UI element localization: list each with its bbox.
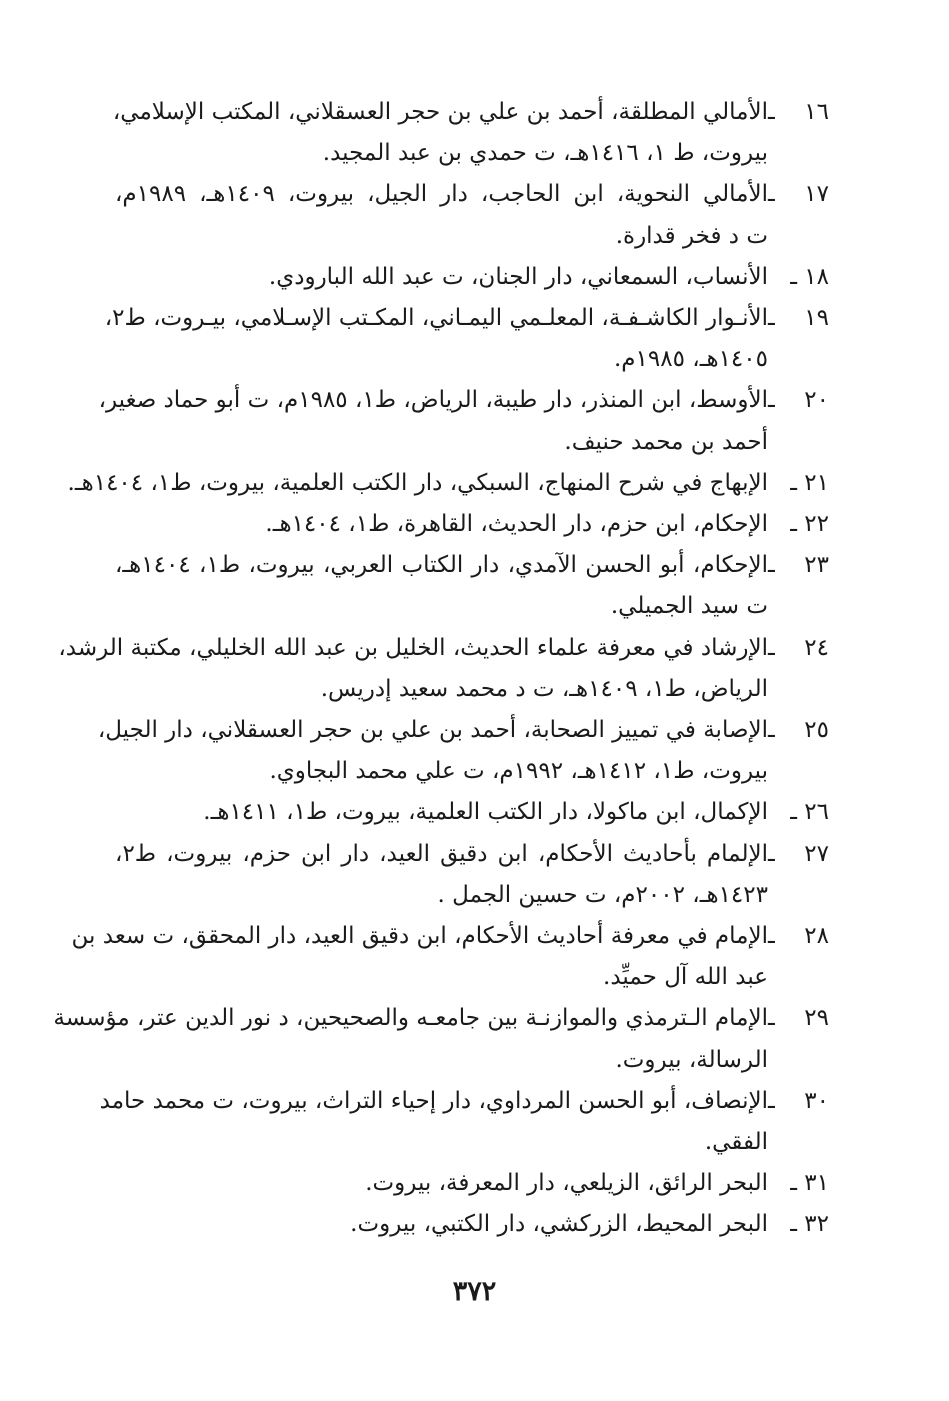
- entry-number: ١٦ ـ: [768, 99, 829, 125]
- entry-number: ٢٢ ـ: [790, 511, 829, 538]
- entry-number: ٢٨ ـ: [768, 923, 829, 950]
- entry-text-line-1: الأمالي النحوية، ابن الحاجب، دار الجيل، بيروت، ١٤٠٩هـ، ١٩٨٩م،: [115, 181, 769, 208]
- entry-text-line-2: ت د فخر قدارة.: [615, 222, 768, 249]
- entry-text-line-1: البحر الرائق، الزيلعي، دار المعرفة، بيروت.: [365, 1170, 768, 1197]
- bibliography-entry-18: [115, 257, 829, 298]
- bibliography-entry-27: [115, 834, 829, 916]
- bibliography-entry-21: [67, 463, 829, 504]
- entry-text-line-1: الإمام الـترمذي والموازنـة بين جامعـه والصحيحين، د نور الدين عتر، مؤسسة: [53, 1005, 768, 1032]
- bibliography-entry-19: [104, 298, 829, 380]
- bibliography-entry-32: [115, 1204, 829, 1245]
- entry-text-line-1: البحر المحيط، الزركشي، دار الكتبي، بيروت.: [350, 1211, 768, 1238]
- bibliography-entry-16: [112, 92, 829, 174]
- bibliography-entry-31: [115, 1163, 829, 1204]
- entry-text-line-1: الإكمال، ابن ماكولا، دار الكتب العلمية، بيروت، ط١، ١٤١١هـ.: [203, 799, 768, 826]
- entry-text-line-1: الإنصاف، أبو الحسن المرداوي، دار إحياء التراث، بيروت، ت محمد حامد: [99, 1087, 768, 1114]
- entry-number: ٢٦ ـ: [790, 799, 829, 826]
- entry-number: ٢٤ ـ: [768, 634, 829, 661]
- bibliography-entry-23: [115, 545, 829, 627]
- entry-text-line-1: الإلمام بأحاديث الأحكام، ابن دقيق العيد، دار ابن حزم، بيروت، ط٢،: [115, 840, 768, 867]
- entry-number: ٢٩ ـ: [768, 1005, 829, 1032]
- entry-text-line-2: ت سيد الجميلي.: [610, 593, 768, 620]
- entry-number: ٣٢ ـ: [790, 1211, 829, 1238]
- entry-text-line-2: أحمد بن محمد حنيف.: [564, 428, 768, 455]
- entry-text-line-1: الأمالي المطلقة، أحمد بن علي بن حجر العسقلاني، المكتب الإسلامي،: [112, 99, 768, 125]
- entry-number: ٢٠ ـ: [768, 387, 829, 414]
- entry-number: ٢٧ ـ: [768, 840, 829, 867]
- entry-text-line-2: بيروت، ط ١، ١٤١٦هـ، ت حمدي بن عبد المجيد.: [322, 140, 768, 167]
- entry-text-line-1: الأوسط، ابن المنذر، دار طيبة، الرياض، ط١، ١٩٨٥م، ت أبو حماد صغير،: [98, 387, 768, 414]
- entry-number: ٢٥ ـ: [768, 717, 829, 744]
- bibliography-entry-29: [53, 998, 829, 1080]
- entry-text-line-2: الفقي.: [704, 1129, 768, 1156]
- entry-text-line-1: الإمام في معرفة أحاديث الأحكام، ابن دقيق العيد، دار المحقق، ت سعد بن: [71, 923, 768, 950]
- entry-number: ١٨ ـ: [790, 263, 829, 290]
- entry-text-line-1: الإبهاج في شرح المنهاج، السبكي، دار الكتب العلمية، بيروت، ط١، ١٤٠٤هـ.: [67, 469, 768, 496]
- entry-number: ٢٣ ـ: [768, 552, 829, 579]
- entry-text-line-2: عبد الله آل حميِّد.: [603, 964, 768, 991]
- bibliography-entry-30: [99, 1081, 829, 1163]
- bibliography-entry-17: [115, 174, 829, 256]
- entry-number: ١٩ ـ: [768, 305, 829, 332]
- entry-number: ١٧ ـ: [768, 181, 830, 208]
- bibliography-entry-22: [115, 504, 829, 545]
- entry-text-line-1: الإرشاد في معرفة علماء الحديث، الخليل بن عبد الله الخليلي، مكتبة الرشد،: [58, 634, 768, 661]
- entry-number: ٢١ ـ: [790, 469, 829, 496]
- entry-text-line-1: الإحكام، أبو الحسن الآمدي، دار الكتاب العربي، بيروت، ط١، ١٤٠٤هـ،: [115, 552, 768, 579]
- page-number: ٣٧٢: [452, 1276, 497, 1307]
- entry-number: ٣١ ـ: [790, 1170, 829, 1197]
- entry-text-line-2: الرسالة، بيروت.: [615, 1046, 768, 1073]
- bibliography-entry-28: [71, 916, 829, 998]
- bibliography-entry-24: [58, 628, 829, 710]
- entry-text-line-1: الإحكام، ابن حزم، دار الحديث، القاهرة، ط١، ١٤٠٤هـ.: [265, 511, 768, 538]
- bibliography-entry-20: [98, 380, 829, 462]
- entry-text-line-1: الإصابة في تمييز الصحابة، أحمد بن علي بن حجر العسقلاني، دار الجيل،: [97, 717, 768, 744]
- entry-text-line-2: بيروت، ط١، ١٤١٢هـ، ١٩٩٢م، ت علي محمد البجاوي.: [269, 758, 768, 785]
- entry-text-line-1: الأنساب، السمعاني، دار الجنان، ت عبد الله البارودي.: [268, 263, 768, 290]
- entry-text-line-1: الأنـوار الكاشـفـة، المعلـمي اليمـاني، المكـتب الإسـلامي، بيـروت، ط٢،: [104, 305, 768, 332]
- entry-text-line-2: ١٤٢٣هـ، ٢٠٠٢م، ت حسين الجمل .: [437, 881, 768, 908]
- bibliography-entry-26: [115, 792, 829, 833]
- bibliography-entry-25: [97, 710, 829, 792]
- entry-text-line-2: الرياض، ط١، ١٤٠٩هـ، ت د محمد سعيد إدريس.: [320, 675, 768, 702]
- bibliography-list: [53, 92, 830, 1246]
- entry-number: ٣٠ ـ: [768, 1087, 829, 1114]
- entry-text-line-2: ١٤٠٥هـ، ١٩٨٥م.: [613, 346, 768, 373]
